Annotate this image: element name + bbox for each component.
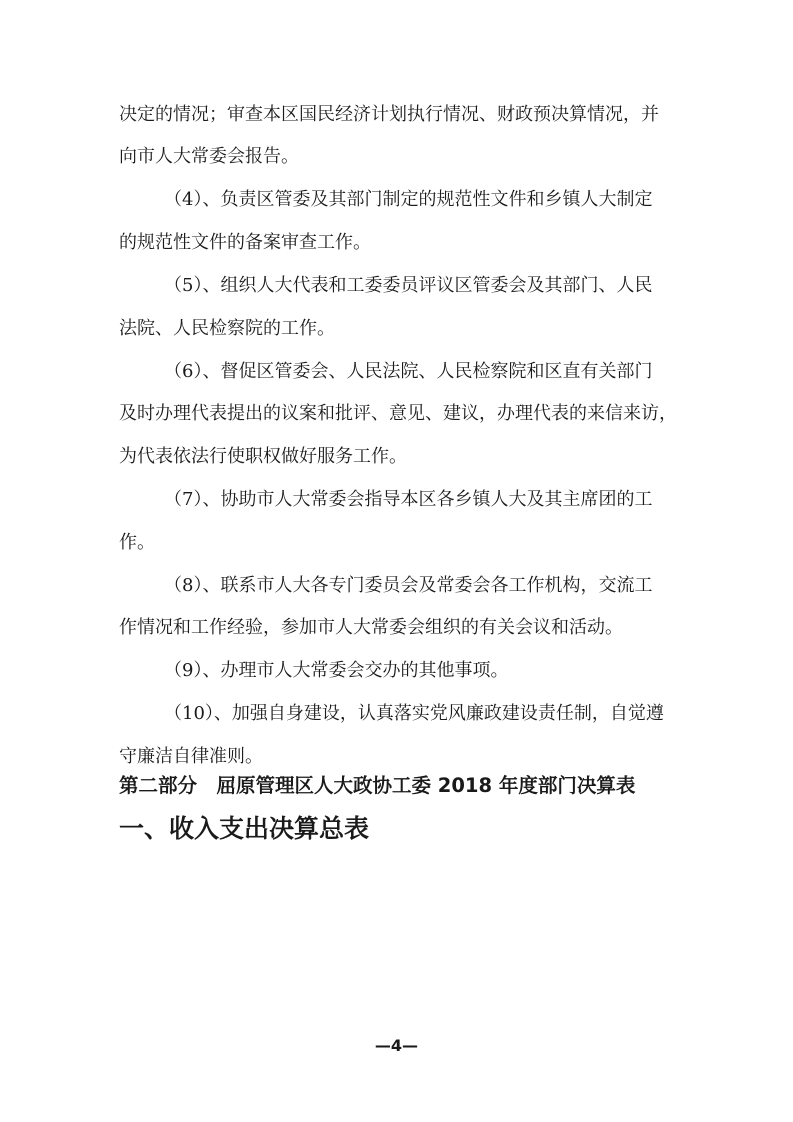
line-text: 守廉洁自律准则。 [119, 746, 263, 767]
section-heading: 一、收入支出决算总表 [119, 814, 370, 843]
line-text: （8）、联系市人大各专门委员会及常委会各工作机构，交流工 [164, 575, 653, 596]
line-text: （6）、督促区管委会、人民法院、人民检察院和区直有关部门 [164, 361, 653, 382]
line-text: 的规范性文件的备案审查工作。 [119, 232, 371, 253]
page-number: —4— [374, 1036, 419, 1055]
line-text: （4）、负责区管委及其部门制定的规范性文件和乡镇人大制定 [164, 189, 653, 210]
line-text: （9）、办理市人大常委会交办的其他事项。 [164, 660, 509, 681]
line-text: 为代表依法行使职权做好服务工作。 [119, 446, 407, 467]
line-text: （5）、组织人大代表和工委委员评议区管委会及其部门、人民 [164, 275, 653, 296]
line-text: 及时办理代表提出的议案和批评、意见、建议，办理代表的来信来访， [119, 403, 677, 424]
line-text: （10）、加强自身建设，认真落实党风廉政建设责任制，自觉遵 [164, 703, 664, 724]
line-text: 作情况和工作经验，参加市人大常委会组织的有关会议和活动。 [119, 617, 623, 638]
line-text: （7）、协助市人大常委会指导本区各乡镇人大及其主席团的工 [164, 489, 653, 510]
line-text: 决定的情况；审查本区国民经济计划执行情况、财政预决算情况，并 [119, 104, 659, 125]
line-text: 作。 [119, 532, 155, 553]
part-heading: 第二部分 屈原管理区人大政协工委 2018 年度部门决算表 [119, 774, 636, 797]
line-text: 向市人大常委会报告。 [119, 146, 299, 167]
line-text: 法院、人民检察院的工作。 [119, 318, 335, 339]
